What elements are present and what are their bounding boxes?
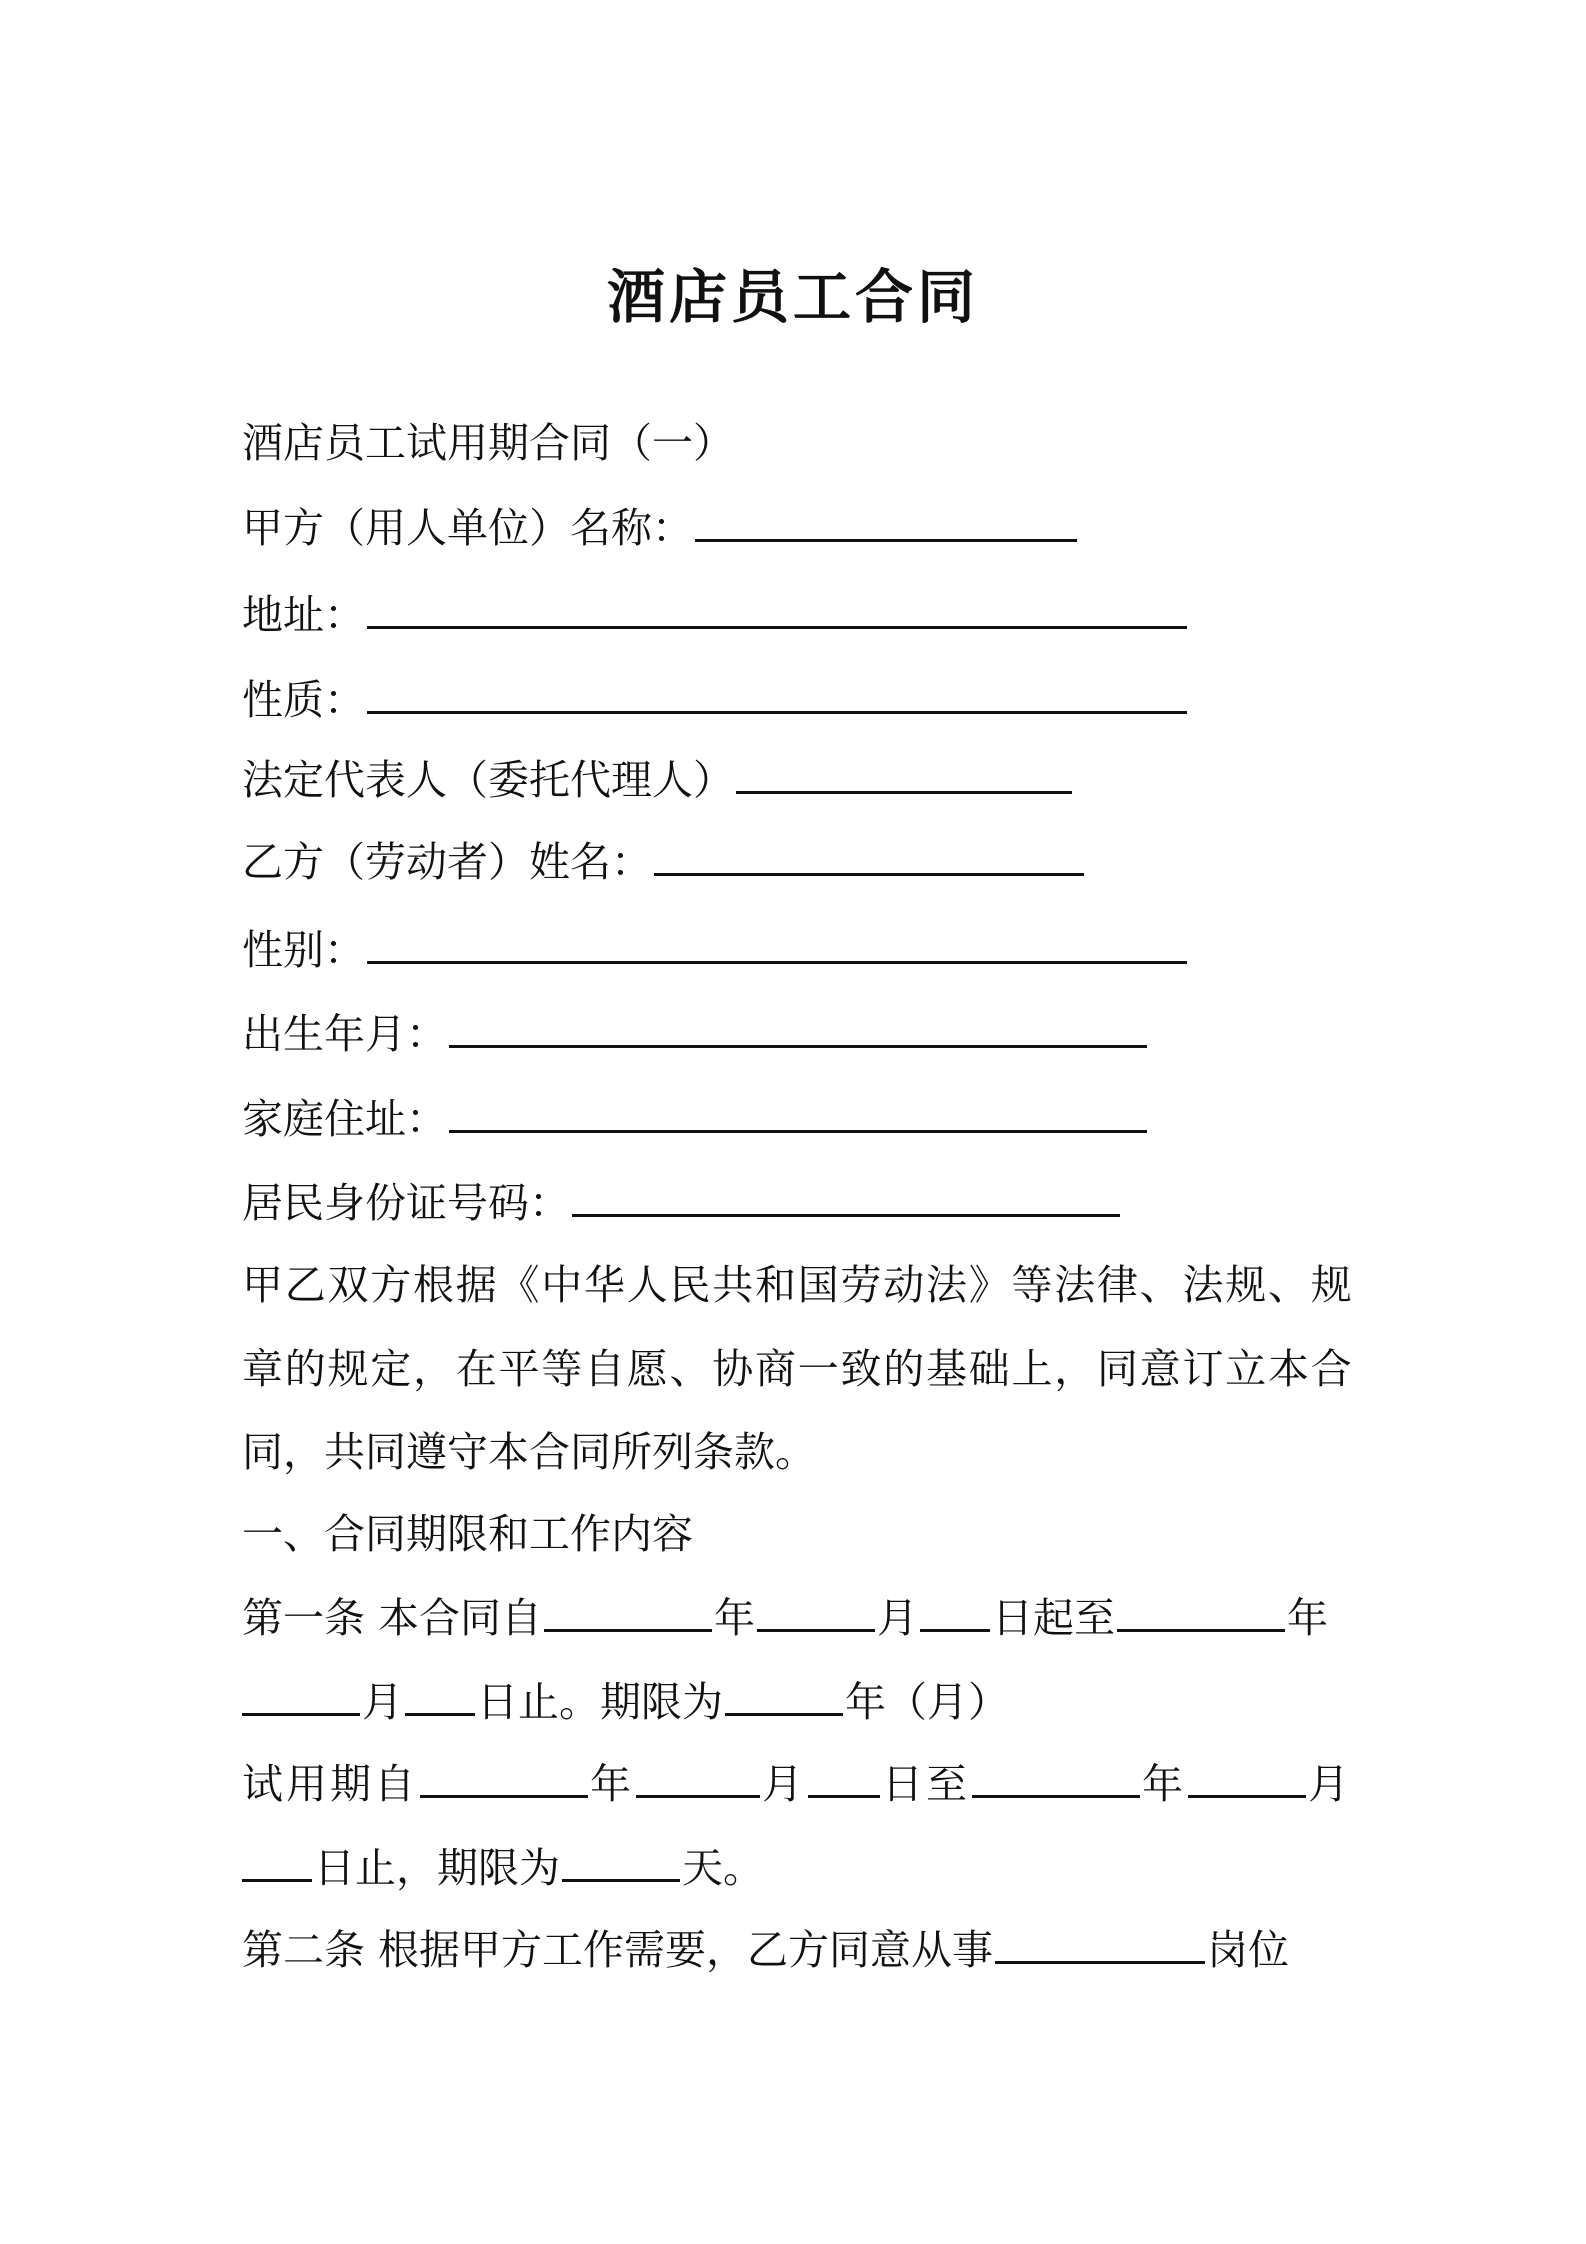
party-b-name-row	[242, 834, 1086, 890]
year-label: 年	[590, 1760, 634, 1808]
legal-rep-field[interactable]	[736, 755, 1072, 794]
end-year-field[interactable]	[1117, 1593, 1285, 1632]
preamble-char: 乙	[284, 1261, 326, 1309]
preamble-char: 法	[1182, 1261, 1224, 1309]
preamble-char: 《	[498, 1261, 540, 1309]
preamble-char: 方	[370, 1261, 412, 1309]
preamble-char: 规	[1310, 1261, 1352, 1309]
probation-end-day-field[interactable]	[242, 1843, 312, 1882]
preamble-char: 愿	[626, 1345, 668, 1393]
party-b-home-address-label: 家庭住址：	[242, 1095, 447, 1143]
party-a-address-label: 地址：	[242, 591, 365, 639]
preamble-char: 劳	[840, 1261, 882, 1309]
probation-row-2	[242, 1840, 764, 1896]
party-b-name-label: 乙方（劳动者）姓名：	[242, 838, 652, 886]
day-until-label: 日止。期限为	[477, 1678, 723, 1726]
party-b-gender-row	[242, 922, 1189, 978]
preamble-char: 法	[1054, 1261, 1096, 1309]
probation-day-until-label: 日止，期限为	[314, 1844, 560, 1892]
preamble-char: 的	[284, 1345, 326, 1393]
year-label: 年	[714, 1594, 756, 1642]
party-a-address-field[interactable]	[367, 590, 1187, 629]
preamble-char: 上	[1011, 1345, 1053, 1393]
year-label: 年	[1142, 1760, 1186, 1808]
start-year-field[interactable]	[544, 1593, 712, 1632]
party-a-nature-field[interactable]	[367, 675, 1187, 714]
party-b-birth-row	[242, 1006, 1149, 1062]
party-a-name-field[interactable]	[695, 503, 1077, 542]
preamble-char: 人	[626, 1261, 668, 1309]
party-b-id-row	[242, 1175, 1122, 1231]
preamble-char: 》	[968, 1261, 1010, 1309]
preamble-char: 在	[455, 1345, 497, 1393]
preamble-char: 章	[242, 1345, 283, 1393]
article-1-row-1	[242, 1590, 1328, 1646]
probation-days-field[interactable]	[562, 1843, 680, 1882]
preamble-char: 法	[926, 1261, 967, 1309]
party-b-home-address-row	[242, 1091, 1149, 1147]
probation-start-day-field[interactable]	[808, 1759, 880, 1798]
preamble-char: 等	[1011, 1261, 1053, 1309]
year-label: 年	[1287, 1594, 1329, 1642]
article-2-suffix: 岗位	[1207, 1926, 1290, 1974]
preamble-char: 一	[797, 1345, 839, 1393]
contract-subtitle: 酒店员工试用期合同（一）	[242, 419, 734, 467]
party-b-birth-field[interactable]	[449, 1009, 1147, 1048]
preamble-line-3: 同，共同遵守本合同所列条款。	[242, 1428, 816, 1476]
end-day-field[interactable]	[405, 1677, 475, 1716]
day-from-label: 日起至	[992, 1594, 1116, 1642]
preamble-char: 中	[541, 1261, 583, 1309]
period-unit-label: 年（月）	[845, 1678, 1009, 1726]
preamble-char: 双	[327, 1261, 369, 1309]
preamble-char: 等	[541, 1345, 583, 1393]
start-month-field[interactable]	[757, 1593, 875, 1632]
party-a-nature-label: 性质：	[242, 676, 365, 724]
preamble-char: 本	[1268, 1345, 1309, 1393]
preamble-line-1	[242, 1257, 1352, 1313]
article-2-prefix: 第二条 根据甲方工作需要，乙方同意从事	[242, 1926, 994, 1974]
preamble-char: 和	[755, 1261, 796, 1309]
preamble-char: 基	[926, 1345, 967, 1393]
party-a-name-label: 甲方（用人单位）名称：	[242, 504, 693, 552]
preamble-char: 华	[584, 1261, 625, 1309]
probation-days-label: 天。	[682, 1844, 764, 1892]
preamble-char: 动	[883, 1261, 925, 1309]
day-to-label: 日至	[882, 1760, 970, 1808]
party-b-id-label: 居民身份证号码：	[242, 1179, 570, 1227]
preamble-char: 国	[797, 1261, 839, 1309]
probation-prefix: 试用期自	[242, 1760, 418, 1808]
article-1-prefix: 第一条 本合同自	[242, 1594, 543, 1642]
probation-start-year-field[interactable]	[420, 1759, 588, 1798]
month-label: 月	[362, 1678, 403, 1726]
preamble-char: 规	[1225, 1261, 1267, 1309]
preamble-char: ，	[413, 1345, 454, 1393]
section-heading: 一、合同期限和工作内容	[242, 1510, 693, 1558]
preamble-char: 础	[968, 1345, 1010, 1393]
preamble-char: 订	[1182, 1345, 1224, 1393]
preamble-char: 致	[840, 1345, 882, 1393]
period-field[interactable]	[725, 1677, 843, 1716]
position-field[interactable]	[995, 1925, 1205, 1964]
preamble-char: ，	[1054, 1345, 1096, 1393]
preamble-char: 据	[455, 1261, 497, 1309]
party-a-name-row	[242, 500, 1079, 556]
party-a-address-row	[242, 587, 1189, 643]
probation-end-year-field[interactable]	[972, 1759, 1140, 1798]
preamble-char: 平	[498, 1345, 540, 1393]
preamble-char: 意	[1139, 1345, 1181, 1393]
article-2-row	[242, 1922, 1289, 1978]
month-label: 月	[1308, 1760, 1352, 1808]
preamble-char: 的	[883, 1345, 925, 1393]
legal-rep-label: 法定代表人（委托代理人）	[242, 756, 734, 804]
party-a-nature-row	[242, 672, 1189, 728]
party-b-birth-label: 出生年月：	[242, 1010, 447, 1058]
probation-start-month-field[interactable]	[636, 1759, 760, 1798]
preamble-char: 、	[1268, 1261, 1309, 1309]
party-b-gender-label: 性别：	[242, 926, 365, 974]
preamble-char: 协	[712, 1345, 754, 1393]
preamble-char: 、	[1139, 1261, 1181, 1309]
article-1-row-2	[242, 1674, 1009, 1730]
preamble-char: 定	[370, 1345, 412, 1393]
preamble-line-2	[242, 1341, 1352, 1397]
party-b-id-field[interactable]	[572, 1178, 1120, 1217]
preamble-char: 民	[669, 1261, 711, 1309]
probation-end-month-field[interactable]	[1188, 1759, 1306, 1798]
party-b-gender-field[interactable]	[367, 925, 1187, 964]
preamble-char: 自	[584, 1345, 625, 1393]
page-title: 酒店员工合同	[606, 263, 979, 331]
party-b-name-field[interactable]	[654, 837, 1084, 876]
preamble-char: 规	[327, 1345, 369, 1393]
month-label: 月	[877, 1594, 919, 1642]
preamble-char: 律	[1097, 1261, 1138, 1309]
party-b-home-address-field[interactable]	[449, 1094, 1147, 1133]
month-label: 月	[762, 1760, 806, 1808]
end-month-field[interactable]	[242, 1677, 360, 1716]
preamble-char: 商	[755, 1345, 796, 1393]
start-day-field[interactable]	[920, 1593, 990, 1632]
preamble-char: 根	[413, 1261, 454, 1309]
probation-row-1	[242, 1756, 1352, 1812]
preamble-char: 同	[1097, 1345, 1138, 1393]
preamble-char: 甲	[242, 1261, 283, 1309]
preamble-char: 合	[1310, 1345, 1352, 1393]
preamble-char: 共	[712, 1261, 754, 1309]
preamble-char: 、	[669, 1345, 711, 1393]
preamble-char: 立	[1225, 1345, 1267, 1393]
legal-rep-row	[242, 752, 1074, 808]
